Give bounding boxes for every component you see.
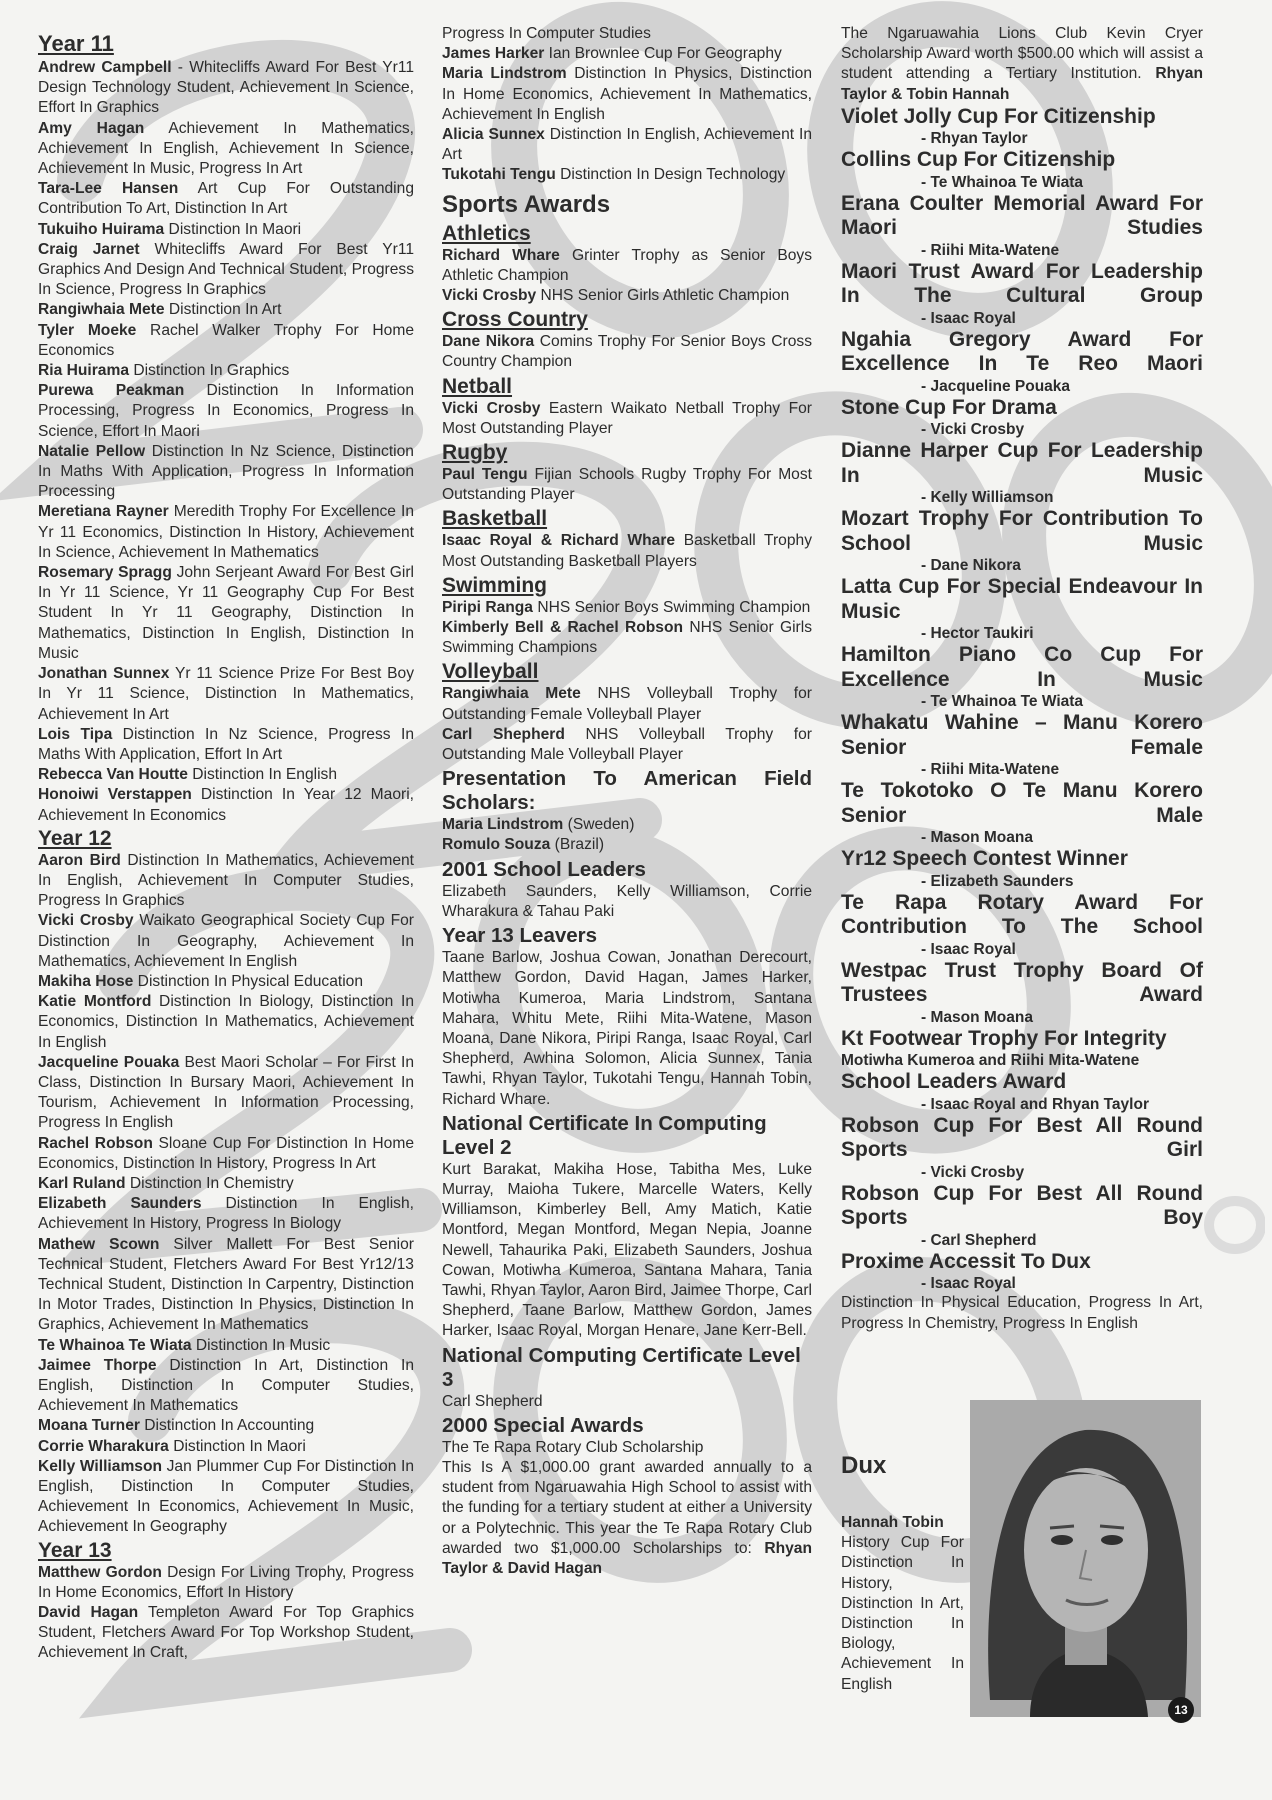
recipient-name: Rachel Robson bbox=[38, 1134, 153, 1152]
award-winner: - Vicki Crosby bbox=[921, 1163, 1025, 1181]
dux-description bbox=[841, 1513, 964, 1695]
award-title: Dianne Harper Cup For Leadership In Music bbox=[841, 439, 1203, 487]
award-title: Robson Cup For Best All Round Sports Girl bbox=[841, 1113, 1203, 1162]
award-entry: Katie Montford Distinction In Biology, Distinction In Economics, Distinction In Mathematics, Achievement In English bbox=[38, 993, 414, 1051]
award-entry: Isaac Royal & Richard Whare Basketball Trophy Most Outstanding Basketball Players bbox=[442, 532, 812, 570]
dux-portrait-photo bbox=[970, 1400, 1201, 1717]
ncc-level2-text: Kurt Barakat, Makiha Hose, Tabitha Mes, Luke Murray, Maioha Tukere, Marcelle Waters, Kelly Williamson, Kimberley Bell, Amy Matich, Katie Montford, Megan Montford, Megan Nepia, Joanne Newell, Tahaurika Paki, Elizabeth Saunders, Joshua Cowan, Motiwha Kumeroa, Santana Mahara, Tania Tawhi, Rhyan Taylor, Aaron Bird, Jaimee Thorpe, Carl Shepherd, Taane Barlow, Matthew Gordon, James Harker, Isaac Royal, Morgan Henare, Jane Kerr-Bell. bbox=[442, 1160, 812, 1340]
recipient-name: Rebecca Van Houtte bbox=[38, 766, 188, 784]
award-entry: Elizabeth Saunders Distinction In English, Achievement In History, Progress In Biology bbox=[38, 1195, 414, 1233]
column-1 bbox=[38, 30, 414, 1664]
recipient-name: Tara-Lee Hansen bbox=[38, 180, 179, 198]
special-awards-heading: 2000 Special Awards bbox=[442, 1413, 644, 1437]
award-winner: - Isaac Royal and Rhyan Taylor bbox=[921, 1095, 1149, 1113]
column-2 bbox=[442, 24, 812, 1579]
award-entry: Ria Huirama Distinction In Graphics bbox=[38, 362, 290, 380]
award-winner: - Isaac Royal bbox=[921, 1275, 1016, 1293]
award-entry: Rosemary Spragg John Serjeant Award For Best Girl In Yr 11 Science, Yr 11 Geography Cup For Best Student In Yr 11 Geography, Distinction In Mathematics, Distinction In English, Distinction In Music bbox=[38, 564, 414, 662]
award-title: Robson Cup For Best All Round Sports Boy bbox=[841, 1181, 1203, 1230]
recipient-name: David Hagan bbox=[38, 1604, 139, 1622]
award-entry: Moana Turner Distinction In Accounting bbox=[38, 1417, 315, 1435]
recipient-name: Aaron Bird bbox=[38, 851, 121, 869]
dux-heading: Dux bbox=[841, 1452, 887, 1479]
recipient-name: Jonathan Sunnex bbox=[38, 665, 170, 683]
ncc-level3-text: Carl Shepherd bbox=[442, 1392, 543, 1410]
recipient-name: Alicia Sunnex bbox=[442, 126, 545, 144]
award-winner: - Jacqueline Pouaka bbox=[921, 377, 1071, 395]
award-entry: Romulo Souza (Brazil) bbox=[442, 836, 605, 854]
recipient-name: Romulo Souza bbox=[442, 836, 551, 854]
proxime-text: Distinction In Physical Education, Progress In Art, Progress In Chemistry, Progress In English bbox=[841, 1294, 1203, 1332]
lions-scholarship-text: The Ngaruawahia Lions Club Kevin Cryer Scholarship Award worth $500.00 which will assist a student attending a Tertiary Institution. Rhyan Taylor & Tobin Hannah bbox=[841, 25, 1203, 103]
award-entry: Jacqueline Pouaka Best Maori Scholar – For First In Class, Distinction In Bursary Maori, Achievement In Tourism, Achievement In Information Processing, Progress In English bbox=[38, 1053, 415, 1132]
award-title: Maori Trust Award For Leadership In The Cultural Group bbox=[841, 259, 1203, 308]
year12-list bbox=[38, 851, 414, 1538]
year13-list bbox=[38, 1563, 414, 1664]
recipient-name: Piripi Ranga bbox=[442, 598, 533, 616]
award-winner: Motiwha Kumeroa and Riihi Mita-Watene bbox=[841, 1052, 1140, 1070]
recipient-name: Tyler Moeke bbox=[38, 321, 137, 339]
recipient-name: Te Whainoa Te Wiata bbox=[38, 1336, 192, 1354]
award-entry: Makiha Hose Distinction In Physical Education bbox=[38, 972, 364, 990]
award-entry: Matthew Gordon Design For Living Trophy, Progress In Home Economics, Effort In History bbox=[38, 1563, 414, 1601]
award-entry: Dane Nikora Comins Trophy For Senior Boys Cross Country Champion bbox=[442, 333, 812, 371]
award-title: Whakatu Wahine – Manu Korero Senior Female bbox=[841, 711, 1203, 759]
recipient-name: Kimberly Bell & Rachel Robson bbox=[442, 619, 684, 637]
recipient-name: Honoiwi Verstappen bbox=[38, 786, 192, 804]
award-entry: Alicia Sunnex Distinction In English, Achievement In Art bbox=[442, 126, 812, 164]
award-entry: Te Whainoa Te Wiata Distinction In Music bbox=[38, 1336, 331, 1354]
award-entry: Corrie Wharakura Distinction In Maori bbox=[38, 1437, 306, 1455]
recipient-name: Purewa Peakman bbox=[38, 382, 185, 400]
award-entry: Craig Jarnet Whitecliffs Award For Best Yr11 Graphics And Design And Technical Student, Progress In Science, Progress In Graphics bbox=[38, 240, 415, 299]
award-winner: - Te Whainoa Te Wiata bbox=[921, 173, 1084, 191]
ncc-level2-heading: National Certificate In Computing Level 2 bbox=[442, 1111, 767, 1159]
page-number-badge: 13 bbox=[1168, 1697, 1194, 1723]
cross-country-heading: Cross Country bbox=[442, 308, 588, 332]
award-winner: - Elizabeth Saunders bbox=[921, 872, 1074, 890]
award-entry: Tara-Lee Hansen Art Cup For Outstanding Contribution To Art, Distinction In Art bbox=[38, 180, 414, 218]
award-entry: Tukuiho Huirama Distinction In Maori bbox=[38, 220, 302, 238]
recipient-name: Lois Tipa bbox=[38, 725, 113, 743]
recipient-name: Andrew Campbell bbox=[38, 59, 172, 76]
recipient-name: Craig Jarnet bbox=[38, 240, 140, 258]
award-entry: Kelly Williamson Jan Plummer Cup For Distinction In English, Distinction In Computer Studies, Achievement In Economics, Achievement In Music, Achievement In Geography bbox=[38, 1457, 414, 1536]
dux-name: Hannah Tobin bbox=[841, 1514, 944, 1531]
award-entry: Richard Whare Grinter Trophy as Senior Boys Athletic Champion bbox=[442, 246, 812, 284]
recipient-name: Vicki Crosby bbox=[442, 399, 541, 417]
school-leaders-text: Elizabeth Saunders, Kelly Williamson, Corrie Wharakura & Tahau Paki bbox=[442, 882, 812, 920]
award-entry: Carl Shepherd NHS Volleyball Trophy for Outstanding Male Volleyball Player bbox=[442, 725, 812, 764]
award-entry: Rebecca Van Houtte Distinction In English bbox=[38, 766, 338, 784]
netball-heading: Netball bbox=[442, 374, 513, 398]
recipient-name: Matthew Gordon bbox=[38, 1563, 162, 1581]
recipient-name: Jaimee Thorpe bbox=[38, 1356, 157, 1374]
special-awards-subheading: The Te Rapa Rotary Club Scholarship bbox=[442, 1438, 704, 1456]
recipient-name: Natalie Pellow bbox=[38, 442, 146, 460]
award-entry: Andrew Campbell - Whitecliffs Award For Best Yr11 Design Technology Student, Achievement In Science, Effort In Graphics bbox=[38, 59, 415, 117]
award-title: Erana Coulter Memorial Award For Maori Studies bbox=[841, 191, 1203, 240]
recipient-name: Vicki Crosby bbox=[442, 287, 537, 305]
recipient-name: Karl Ruland bbox=[38, 1174, 126, 1192]
award-entry: Piripi Ranga NHS Senior Boys Swimming Champion bbox=[442, 598, 811, 616]
award-winner: - Isaac Royal bbox=[921, 309, 1016, 327]
award-title: Ngahia Gregory Award For Excellence In Te Reo Maori bbox=[841, 327, 1203, 376]
year11-list bbox=[38, 58, 414, 826]
award-entry: Amy Hagan Achievement In Mathematics, Achievement In English, Achievement In Science, Achievement In Music, Progress In Art bbox=[38, 119, 414, 178]
column-3 bbox=[841, 24, 1203, 1334]
recipient-name: Katie Montford bbox=[38, 993, 152, 1011]
recipient-name: Jacqueline Pouaka bbox=[38, 1053, 180, 1071]
recipient-name: Carl Shepherd bbox=[442, 725, 565, 743]
basketball-heading: Basketball bbox=[442, 507, 548, 531]
award-title: Kt Footwear Trophy For Integrity bbox=[841, 1026, 1167, 1050]
award-winner: - Vicki Crosby bbox=[921, 421, 1025, 439]
award-entry: Paul Tengu Fijian Schools Rugby Trophy For Most Outstanding Player bbox=[442, 466, 812, 504]
award-entry: Aaron Bird Distinction In Mathematics, Achievement In English, Achievement In Computer Studies, Progress In Graphics bbox=[38, 851, 414, 910]
recipient-name: James Harker bbox=[442, 45, 545, 63]
award-winner: - Te Whainoa Te Wiata bbox=[921, 693, 1084, 711]
carry-over-text: Progress In Computer Studies bbox=[442, 25, 651, 42]
award-title: School Leaders Award bbox=[841, 1070, 1067, 1094]
award-entry: Vicki Crosby Eastern Waikato Netball Trophy For Most Outstanding Player bbox=[442, 399, 813, 437]
sports-awards-heading: Sports Awards bbox=[442, 190, 611, 218]
year11-heading: Year 11 bbox=[38, 31, 114, 56]
recipient-name: Tukotahi Tengu bbox=[442, 166, 556, 184]
recipient-name: Maria Lindstrom bbox=[442, 816, 564, 834]
award-winner: - Mason Moana bbox=[921, 1008, 1033, 1026]
award-entry: Tyler Moeke Rachel Walker Trophy For Home Economics bbox=[38, 321, 414, 359]
award-title: Latta Cup For Special Endeavour In Music bbox=[841, 575, 1203, 623]
award-winner: - Hector Taukiri bbox=[921, 625, 1034, 643]
award-entry: Purewa Peakman Distinction In Information Processing, Progress In Economics, Progress In Science, Effort In Maori bbox=[38, 382, 414, 440]
award-entry: Maria Lindstrom Distinction In Physics, Distinction In Home Economics, Achievement In Mathematics, Achievement In English bbox=[442, 65, 812, 123]
recipient-name: Kelly Williamson bbox=[38, 1457, 163, 1475]
recipient-name: Maria Lindstrom bbox=[442, 65, 567, 83]
scholarship-recipients: Rhyan Taylor & Tobin Hannah bbox=[841, 65, 1203, 103]
award-winner: - Carl Shepherd bbox=[921, 1231, 1037, 1249]
recipient-name: Richard Whare bbox=[442, 246, 560, 264]
athletics-heading: Athletics bbox=[442, 221, 531, 245]
recipient-name: Ria Huirama bbox=[38, 362, 129, 380]
ghost-watermark bbox=[1195, 1195, 1265, 1255]
award-title: Te Rapa Rotary Award For Contribution To The School bbox=[841, 890, 1203, 939]
award-winner: - Riihi Mita-Watene bbox=[921, 241, 1060, 259]
award-title: Mozart Trophy For Contribution To School Music bbox=[841, 507, 1203, 555]
recipient-name: Corrie Wharakura bbox=[38, 1437, 169, 1455]
award-entry: Tukotahi Tengu Distinction In Design Technology bbox=[442, 166, 786, 184]
recipient-name: Mathew Scown bbox=[38, 1235, 160, 1253]
award-winner: - Dane Nikora bbox=[921, 557, 1021, 575]
award-entry: Maria Lindstrom (Sweden) bbox=[442, 816, 635, 834]
recipient-name: Rangiwhaia Mete bbox=[442, 685, 581, 703]
award-winner: - Rhyan Taylor bbox=[921, 130, 1028, 148]
award-title: Violet Jolly Cup For Citizenship bbox=[841, 104, 1156, 128]
award-entry: Karl Ruland Distinction In Chemistry bbox=[38, 1174, 294, 1192]
award-title: Proxime Accessit To Dux bbox=[841, 1249, 1091, 1273]
award-entry: Kimberly Bell & Rachel Robson NHS Senior Girls Swimming Champions bbox=[442, 619, 812, 657]
recipient-name: Moana Turner bbox=[38, 1417, 140, 1435]
special-awards-text: This Is A $1,000.00 grant awarded annually to a student from Ngaruawahia High School to assist with the funding for a tertiary student at either a University or a Polytechnic. This year the Te Rapa Rotary Club awarded two $1,000.00 Scholarships to: Rhyan Taylor & David Hagan bbox=[442, 1458, 812, 1577]
award-title: Collins Cup For Citizenship bbox=[841, 148, 1116, 172]
award-title: Stone Cup For Drama bbox=[841, 395, 1057, 419]
recipient-name: Elizabeth Saunders bbox=[38, 1195, 202, 1213]
award-entry: Rangiwhaia Mete NHS Volleyball Trophy for Outstanding Female Volleyball Player bbox=[442, 685, 812, 723]
award-entry: Meretiana Rayner Meredith Trophy For Excellence In Yr 11 Economics, Distinction In History, Achievement In Science, Achievement In Mathematics bbox=[38, 503, 414, 561]
award-entry: Jaimee Thorpe Distinction In Art, Distinction In English, Distinction In Computer Studies, Achievement In Mathematics bbox=[38, 1356, 414, 1415]
dux-awards: History Cup For Distinction In History, Distinction In Art, Distinction In Biology, Achievement In English bbox=[841, 1534, 964, 1693]
award-entry: Honoiwi Verstappen Distinction In Year 12 Maori, Achievement In Economics bbox=[38, 786, 414, 824]
school-leaders-heading: 2001 School Leaders bbox=[442, 857, 646, 881]
recipient-name: Vicki Crosby bbox=[38, 912, 134, 930]
rugby-heading: Rugby bbox=[442, 441, 508, 465]
award-title: Hamilton Piano Co Cup For Excellence In Music bbox=[841, 643, 1203, 691]
award-entry: Jonathan Sunnex Yr 11 Science Prize For Best Boy In Yr 11 Science, Distinction In Mathematics, Achievement In Art bbox=[38, 665, 414, 723]
award-entry: Rangiwhaia Mete Distinction In Art bbox=[38, 301, 282, 319]
recipient-name: Rosemary Spragg bbox=[38, 564, 172, 582]
award-entry: Vicki Crosby NHS Senior Girls Athletic Champion bbox=[442, 287, 790, 305]
award-entry: Lois Tipa Distinction In Nz Science, Progress In Maths With Application, Effort In Art bbox=[38, 725, 415, 763]
award-entry: Vicki Crosby Waikato Geographical Society Cup For Distinction In Geography, Achievement In Mathematics, Achievement In English bbox=[38, 912, 414, 970]
award-title: Te Tokotoko O Te Manu Korero Senior Male bbox=[841, 779, 1203, 827]
ncc-level3-heading: National Computing Certificate Level 3 bbox=[442, 1343, 801, 1391]
award-winner: - Riihi Mita-Watene bbox=[921, 761, 1060, 779]
recipient-name: Isaac Royal & Richard Whare bbox=[442, 532, 676, 550]
recipient-name: Amy Hagan bbox=[38, 119, 145, 137]
award-entry: Natalie Pellow Distinction In Nz Science, Distinction In Maths With Application, Progress In Information Processing bbox=[38, 442, 414, 501]
award-winner: - Isaac Royal bbox=[921, 940, 1016, 958]
recipient-name: Tukuiho Huirama bbox=[38, 220, 165, 238]
recipient-name: Meretiana Rayner bbox=[38, 503, 169, 521]
award-entry: Rachel Robson Sloane Cup For Distinction In Home Economics, Distinction In History, Progress In Art bbox=[38, 1134, 414, 1172]
award-winner: - Kelly Williamson bbox=[921, 489, 1054, 507]
year12-heading: Year 12 bbox=[38, 826, 112, 850]
volleyball-heading: Volleyball bbox=[442, 660, 539, 684]
year13-heading: Year 13 bbox=[38, 1538, 112, 1562]
afs-heading: Presentation To American Field Scholars: bbox=[442, 767, 812, 815]
award-title: Westpac Trust Trophy Board Of Trustees Award bbox=[841, 958, 1203, 1007]
scholarship-recipients: Rhyan Taylor & David Hagan bbox=[442, 1539, 812, 1577]
year13-leavers-heading: Year 13 Leavers bbox=[442, 924, 598, 948]
award-entry: James Harker Ian Brownlee Cup For Geography bbox=[442, 45, 782, 63]
award-title: Yr12 Speech Contest Winner bbox=[841, 847, 1128, 871]
award-winner: - Mason Moana bbox=[921, 829, 1033, 847]
recipient-name: Dane Nikora bbox=[442, 333, 535, 351]
award-entry: Mathew Scown Silver Mallett For Best Senior Technical Student, Fletchers Award For Best Yr12/13 Technical Student, Distinction In Carpentry, Distinction In Motor Trades, Distinction In Physics, Distinction In Graphics, Achievement In Mathematics bbox=[38, 1235, 414, 1334]
recipient-name: Paul Tengu bbox=[442, 466, 528, 484]
award-entry: David Hagan Templeton Award For Top Graphics Student, Fletchers Award For Top Workshop Student, Achievement In Craft, bbox=[38, 1604, 414, 1662]
year13-leavers-text: Taane Barlow, Joshua Cowan, Jonathan Derecourt, Matthew Gordon, David Hagan, James Harker, Motiwha Kumeroa, Maria Lindstrom, Santana Mahara, Whitu Mete, Riihi Mita-Watene, Mason Moana, Dane Nikora, Piripi Ranga, Isaac Royal, Carl Shepherd, Awhina Solomon, Alicia Sunnex, Tania Tawhi, Rhyan Taylor, Tukotahi Tengu, Hannah Tobin, Richard Whare. bbox=[442, 949, 812, 1108]
recipient-name: Makiha Hose bbox=[38, 972, 134, 990]
swimming-heading: Swimming bbox=[442, 573, 548, 597]
recipient-name: Rangiwhaia Mete bbox=[38, 301, 165, 319]
